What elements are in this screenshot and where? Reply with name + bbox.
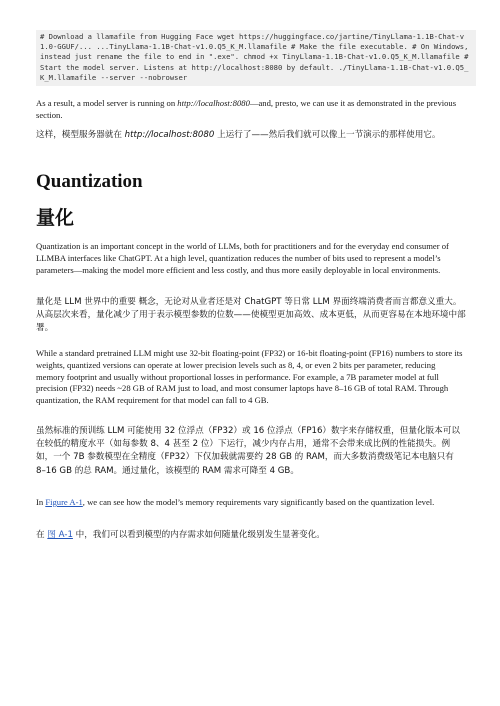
text-segment: 这样，模型服务器就在 [36, 130, 125, 140]
figure-a1-link[interactable]: 图 A-1 [47, 530, 73, 540]
paragraph-quantization-intro-zh: 量化是 LLM 世界中的重要 概念，无论对从业者还是对 ChatGPT 等日常 LLM 界面终端消费者而言都意义重大。 从高层次来看，量化减少了用于表示模型参数的位数——使模型更加高效、成本更低，从而更容易在本地环境中部署。 [36, 297, 466, 334]
figure-a1-link[interactable]: Figure A-1 [45, 497, 83, 507]
paragraph-figure-ref-zh [36, 529, 466, 542]
paragraph-server-running-zh [36, 129, 466, 142]
text-segment: 中，我们可以看到模型的内存需求如何随量化级别发生显著变化。 [72, 530, 325, 540]
paragraph-precision-zh: 虽然标准的预训练 LLM 可能使用 32 位浮点（FP32）或 16 位浮点（FP16）数字来存储权重，但量化版本可以在较低的精度水平（如每参数 8、4 甚至 2 位）下运行，减少内存占用，通常不会带来成比例的性能损失。例如，一个 7B 参数模型在全精度（FP32）下仅加载就需要约 28 GB 的 RAM，而大多数消费级笔记本电脑只有 8–16 GB 的总 RAM。通过量化，该模型的 RAM 需求可降至 4 GB。 [36, 426, 460, 476]
localhost-url: http://localhost:8080 [124, 130, 215, 140]
section-heading-en: Quantization [36, 171, 143, 192]
text-segment: —and, presto, we can use it as demonstrated in the previous section. [36, 98, 457, 120]
paragraph-precision-en: While a standard pretrained LLM might use 32-bit floating-point (FP32) or 16-bit floating-point (FP16) numbers to store its weights, quantized versions can operate at lower precision levels such as 8, 4, or even 2 bits per parameter, reducing memory footprint and usually without proportional losses in performance. For example, a 7B parameter model at full precision (FP32) needs ~28 GB of RAM just to load, and most consumer laptops have 8–16 GB of total RAM. Through quantization, the RAM requirement for that model can fall to 4 GB. [36, 348, 463, 406]
localhost-url: http://localhost:8080 [177, 98, 250, 108]
text-segment: 在 [36, 530, 48, 540]
paragraph-figure-ref-en [36, 497, 466, 509]
text-segment: , we can see how the model’s memory requirements vary significantly based on the quantization level. [82, 497, 435, 507]
section-heading-zh: 量化 [36, 207, 75, 229]
code-block: # Download a llamafile from Hugging Face wget https://huggingface.co/jartine/TinyLlama-1.1B-Chat-v1.0-GGUF/... ...TinyLlama-1.1B-Chat-v1.0.Q5_K_M.llamafile # Make the file executable. # On Windows, instead just rename the file to end in ".exe". chmod +x TinyLlama-1.1B-Chat-v1.0.Q5_K_M.llamafile # Start the model server. Listens at http://localhost:8080 by default. ./TinyLlama-1.1B-Chat-v1.0.Q5_K_M.llamafile --server --nobrowser [36, 30, 476, 86]
text-segment: In [36, 497, 46, 507]
paragraph-server-running-en [36, 98, 466, 122]
text-segment: 上运行了——然后我们就可以像上一节演示的那样使用它。 [214, 130, 441, 140]
text-segment: As a result, a model server is running on [36, 98, 178, 108]
paragraph-quantization-intro-en: Quantization is an important concept in the world of LLMs, both for practitioners and for the everyday end consumer of LLMBA interfaces like ChatGPT. At a high level, quantization reduces the number of bits used to represent a model’s parameters—making the model more efficient and less costly, and thus more easily deployable in local environments. [36, 241, 449, 275]
